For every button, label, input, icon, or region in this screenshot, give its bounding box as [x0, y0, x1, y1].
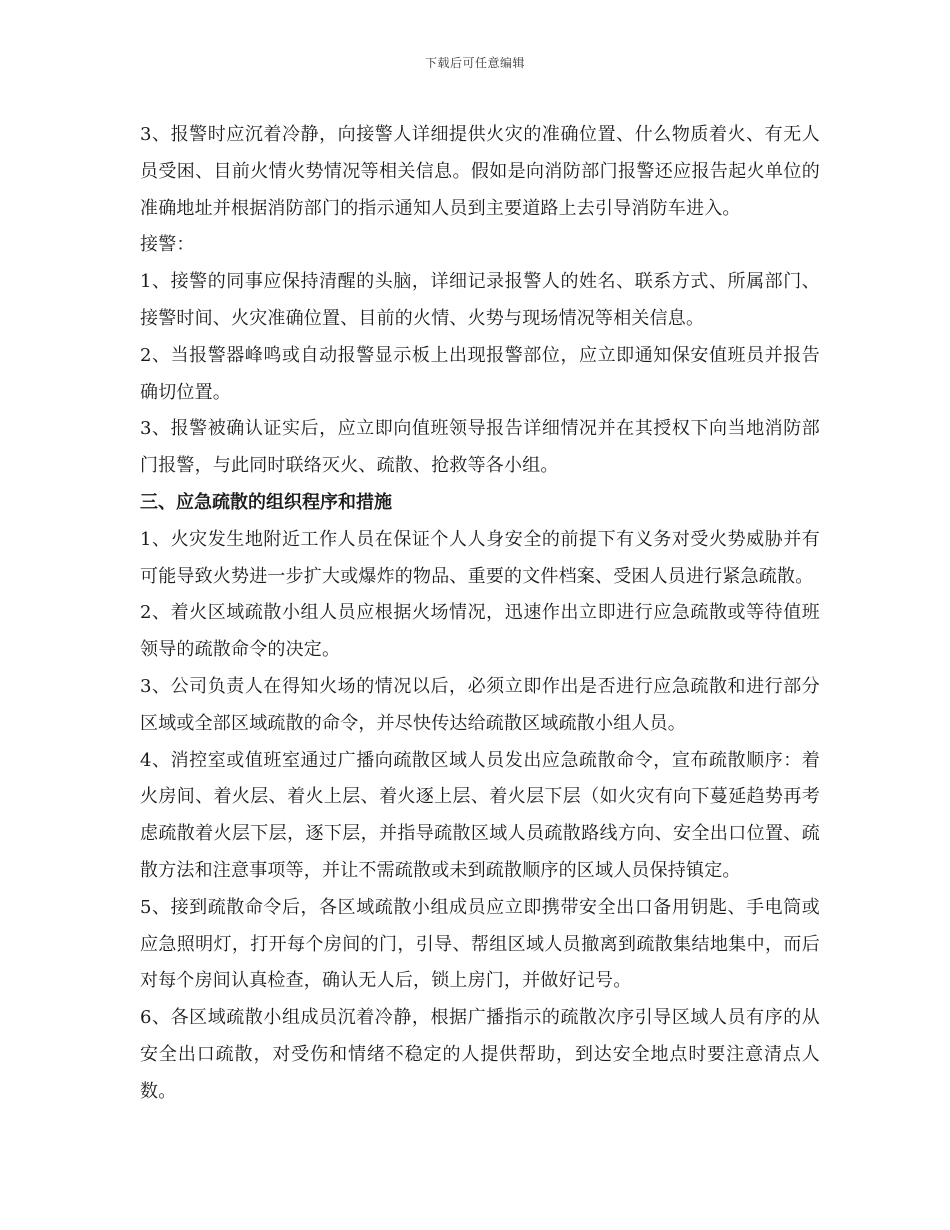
paragraph-receive-step-2: 2、当报警器峰鸣或自动报警显示板上出现报警部位，应立即通知保安值班员并报告确切位置。: [140, 344, 820, 403]
section-heading-evacuation: 三、应急疏散的组织程序和措施: [140, 491, 392, 513]
paragraph-receive-step-1: 1、接警的同事应保持清醒的头脑，详细记录报警人的姓名、联系方式、所属部门、接警时间、火灾准确位置、目前的火情、火势与现场情况等相关信息。: [140, 271, 820, 329]
document-body: [140, 117, 820, 1111]
paragraph-evacuation-step-5: 5、接到疏散命令后，各区域疏散小组成员应立即携带安全出口备用钥匙、手电筒或应急照明灯，打开每个房间的门，引导、帮组区域人员撤离到疏散集结地集中，而后对每个房间认真检查，确认无人后，锁上房门，并做好记号。: [140, 896, 820, 992]
paragraph-evacuation-step-2: 2、着火区域疏散小组人员应根据火场情况，迅速作出立即进行应急疏散或等待值班领导的疏散命令的决定。: [140, 602, 820, 661]
paragraph-evacuation-step-3: 3、公司负责人在得知火场的情况以后，必须立即作出是否进行应急疏散和进行部分区域或全部区域疏散的命令，并尽快传达给疏散区域疏散小组人员。: [140, 675, 820, 734]
paragraph-evacuation-step-1: 1、火灾发生地附近工作人员在保证个人人身安全的前提下有义务对受火势威胁并有可能导致火势进一步扩大或爆炸的物品、重要的文件档案、受困人员进行紧急疏散。: [140, 528, 820, 587]
paragraph-receive-step-3: 3、报警被确认证实后，应立即向值班领导报告详细情况并在其授权下向当地消防部门报警，与此同时联络灭火、疏散、抢救等各小组。: [140, 418, 820, 477]
paragraph-alarm-step-3: 3、报警时应沉着冷静，向接警人详细提供火灾的准确位置、什么物质着火、有无人员受困、目前火情火势情况等相关信息。假如是向消防部门报警还应报告起火单位的准确地址并根据消防部门的指示通知人员到主要道路上去引导消防车进入。: [140, 124, 820, 219]
paragraph-evacuation-step-4: 4、消控室或值班室通过广播向疏散区域人员发出应急疏散命令，宣布疏散顺序：着火房间、着火层、着火上层、着火逐上层、着火层下层（如火灾有向下蔓延趋势再考虑疏散着火层下层，逐下层，并指导疏散区域人员疏散路线方向、安全出口位置、疏散方法和注意事项等，并让不需疏散或未到疏散顺序的区域人员保持镇定。: [140, 749, 820, 881]
page-header: 下载后可任意编辑: [424, 56, 525, 70]
paragraph-receive-alarm-label: 接警：: [140, 234, 195, 256]
paragraph-evacuation-step-6: 6、各区域疏散小组成员沉着冷静，根据广播指示的疏散次序引导区域人员有序的从安全出口疏散，对受伤和情绪不稳定的人提供帮助，到达安全地点时要注意清点人数。: [140, 1007, 820, 1102]
